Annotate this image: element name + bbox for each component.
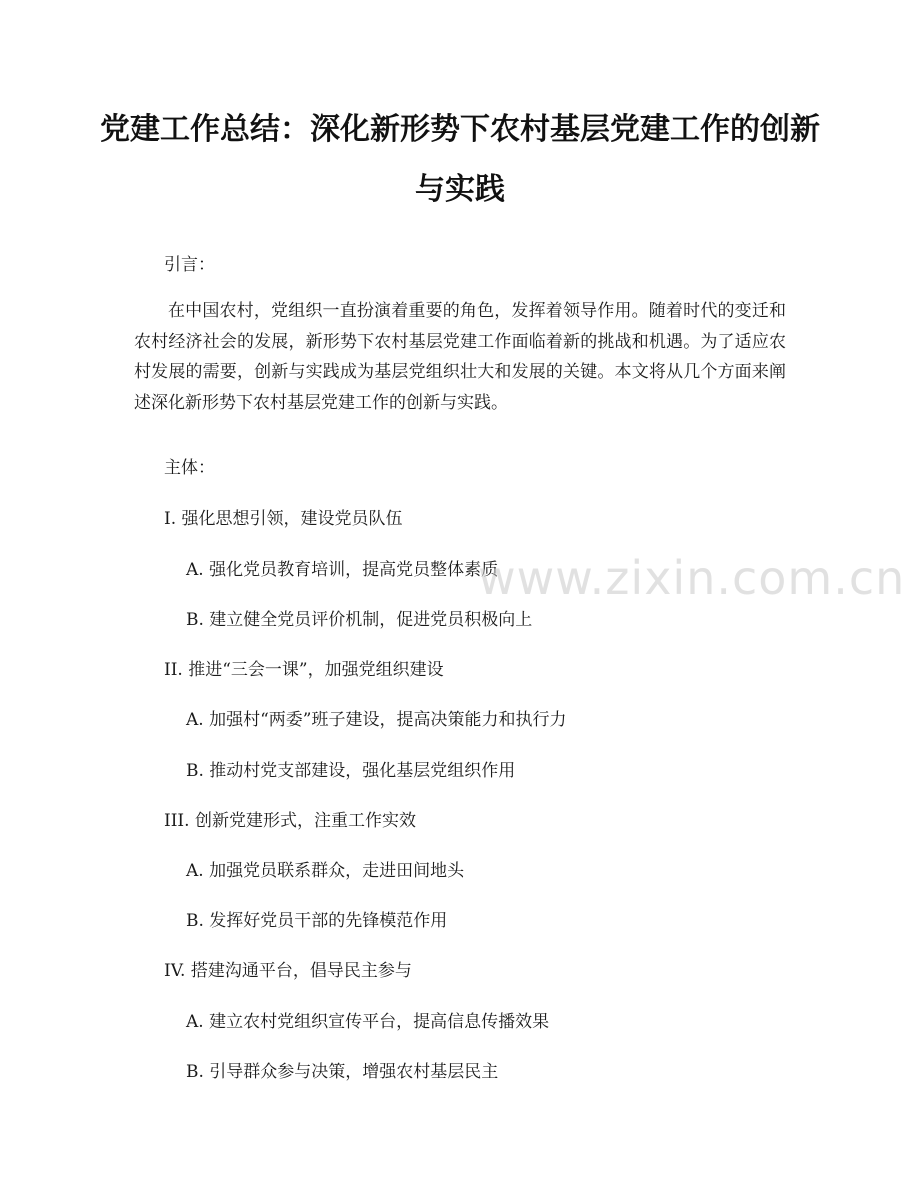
section-item: A. 建立农村党组织宣传平台，提高信息传播效果 <box>186 1012 550 1032</box>
intro-label: 引言： <box>164 255 215 275</box>
intro-paragraph: 在中国农村，党组织一直扮演着重要的角色，发挥着领导作用。随着时代的变迁和农村经济社会的发展，新形势下农村基层党建工作面临着新的挑战和机遇。为了适应农村发展的需要，创新与实践成为基层党组织壮大和发展的关键。本文将从几个方面来阐述深化新形势下农村基层党建工作的创新与实践。 <box>134 301 786 413</box>
section-heading: IV. 搭建沟通平台，倡导民主参与 <box>164 961 412 981</box>
watermark: www.zixin.com.cn <box>478 551 906 605</box>
section-item: A. 加强党员联系群众，走进田间地头 <box>186 861 465 881</box>
section-item: B. 引导群众参与决策，增强农村基层民主 <box>186 1062 499 1082</box>
document-title: 党建工作总结：深化新形势下农村基层党建工作的创新与实践 <box>100 112 820 207</box>
body-label: 主体： <box>164 458 215 478</box>
section-item: A. 加强村“两委”班子建设，提高决策能力和执行力 <box>186 710 567 730</box>
section-item: A. 强化党员教育培训，提高党员整体素质 <box>186 560 499 580</box>
section-item: B. 建立健全党员评价机制，促进党员积极向上 <box>186 610 533 630</box>
section-item: B. 推动村党支部建设，强化基层党组织作用 <box>186 761 516 781</box>
section-heading: III. 创新党建形式，注重工作实效 <box>164 811 416 831</box>
section-heading: I. 强化思想引领，建设党员队伍 <box>164 509 403 529</box>
section-item: B. 发挥好党员干部的先锋模范作用 <box>186 911 448 931</box>
section-heading: II. 推进“三会一课”，加强党组织建设 <box>164 660 444 680</box>
